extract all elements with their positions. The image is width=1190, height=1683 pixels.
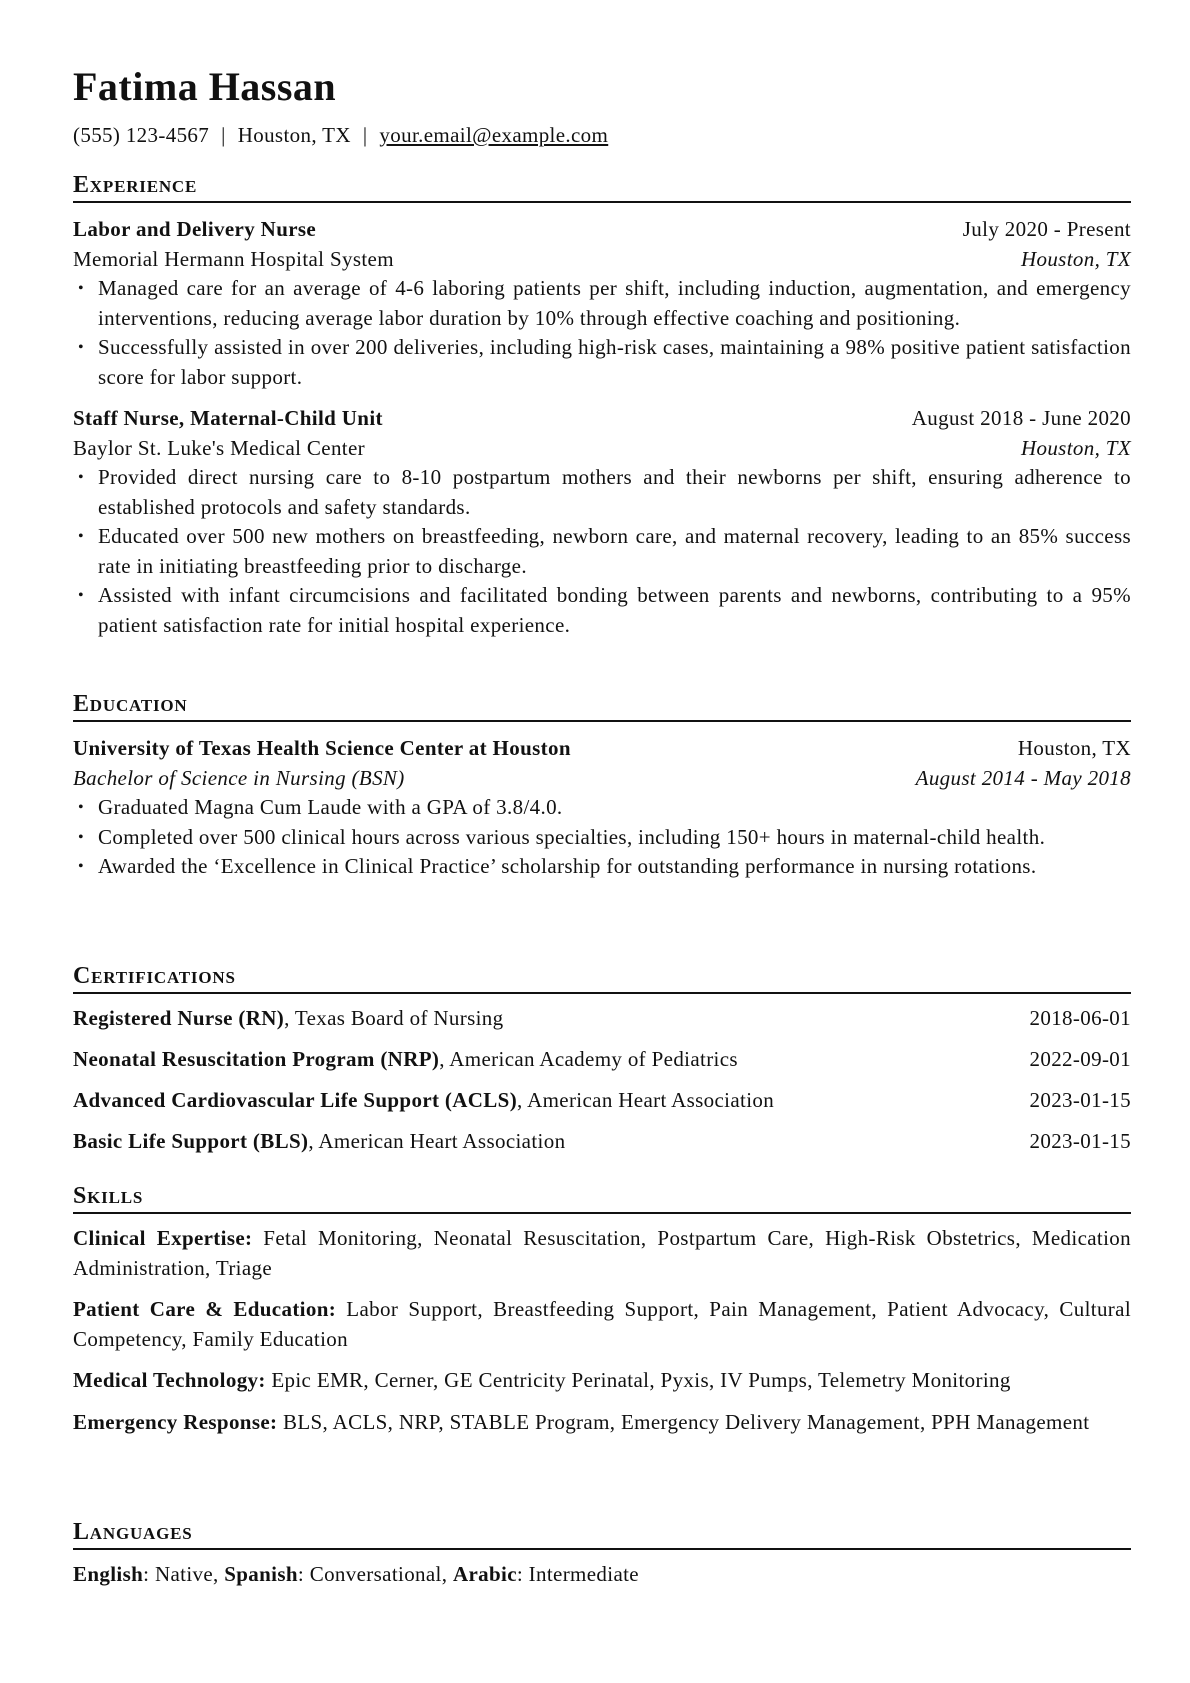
languages-section — [73, 1517, 1131, 1590]
bullet: • Completed over 500 clinical hours across various specialties, including 150+ hours in maternal-child health. — [98, 823, 1131, 853]
skill-label: Emergency Response: — [73, 1409, 278, 1434]
skill-values: Epic EMR, Cerner, GE Centricity Perinatal, Pyxis, IV Pumps, Telemetry Monitoring — [265, 1368, 1011, 1392]
section-heading: Certifications — [73, 961, 1131, 994]
skill-label: Medical Technology: — [73, 1368, 266, 1392]
cert-date: 2023-01-15 — [1029, 1088, 1131, 1112]
skill-group — [73, 1408, 1131, 1438]
bullet: • Successfully assisted in over 200 deliveries, including high-risk cases, maintaining a 98% positive patient satisfaction score for labor support. — [98, 333, 1131, 392]
separator: | — [221, 123, 226, 147]
contact-line — [73, 120, 1131, 150]
cert-date: 2022-09-01 — [1029, 1047, 1131, 1071]
email-link[interactable]: your.email@example.com — [379, 123, 609, 147]
bullet: • Managed care for an average of 4-6 laboring patients per shift, including induction, augmentation, and emergency interventions, reducing average labor duration by 10% through effective coaching and positioning. — [98, 274, 1131, 333]
cert-row — [73, 1086, 1131, 1116]
cert-issuer: , American Heart Association — [308, 1129, 566, 1153]
company: Baylor St. Luke's Medical Center — [73, 435, 366, 460]
skill-values: BLS, ACLS, NRP, STABLE Program, Emergency Delivery Management, PPH Management — [277, 1409, 1090, 1434]
degree: Bachelor of Science in Nursing (BSN) — [73, 765, 405, 790]
experience-section — [73, 170, 1131, 652]
language-level: : Intermediate — [516, 1562, 639, 1586]
candidate-name: Fatima Hassan — [73, 64, 337, 109]
job-dates: August 2018 - June 2020 — [911, 406, 1131, 430]
job-dates: July 2020 - Present — [962, 217, 1131, 241]
bullet: • Provided direct nursing care to 8-10 postpartum mothers and their newborns per shift, ensuring adherence to established protocols and safety standards. — [98, 463, 1131, 522]
section-heading: Education — [73, 689, 1131, 722]
languages-line — [73, 1560, 1131, 1590]
education-dates: August 2014 - May 2018 — [915, 765, 1131, 790]
language-name: Arabic — [452, 1562, 517, 1586]
cert-name: Neonatal Resuscitation Program (NRP) — [73, 1047, 440, 1071]
cert-issuer: , American Heart Association — [517, 1088, 775, 1112]
bullet: • Graduated Magna Cum Laude with a GPA of 3.8/4.0. — [98, 793, 1131, 823]
language-level: : Native, — [143, 1562, 225, 1586]
job-location: Houston, TX — [1020, 246, 1131, 271]
cert-date: 2018-06-01 — [1029, 1006, 1131, 1030]
language-name: Spanish — [224, 1562, 298, 1586]
cert-name: Advanced Cardiovascular Life Support (ACLS) — [73, 1088, 518, 1112]
skill-group — [73, 1224, 1131, 1283]
skill-label: Patient Care & Education: — [73, 1297, 337, 1321]
cert-row — [73, 1004, 1131, 1034]
job-title: Labor and Delivery Nurse — [73, 217, 317, 241]
section-heading: Experience — [73, 170, 1131, 203]
skill-values: Fetal Monitoring, Neonatal Resuscitation, Postpartum Care, High-Risk Obstetrics, Medication Administration, Triage — [73, 1226, 1131, 1280]
cert-row — [73, 1045, 1131, 1075]
language-level: : Conversational, — [297, 1562, 453, 1586]
job-location: Houston, TX — [1020, 435, 1131, 460]
bullet: • Awarded the ‘Excellence in Clinical Practice’ scholarship for outstanding performance in nursing rotations. — [98, 852, 1131, 882]
skill-group — [73, 1295, 1131, 1354]
skills-section — [73, 1181, 1131, 1449]
job-entry — [73, 404, 1131, 640]
bullet: • Assisted with infant circumcisions and facilitated bonding between parents and newborns, contributing to a 95% patient satisfaction rate for initial hospital experience. — [98, 581, 1131, 640]
cert-name: Registered Nurse (RN) — [73, 1006, 285, 1030]
school-location: Houston, TX — [1017, 736, 1131, 760]
phone: (555) 123-4567 — [73, 123, 210, 147]
company: Memorial Hermann Hospital System — [73, 246, 394, 271]
job-title: Staff Nurse, Maternal-Child Unit — [73, 406, 383, 430]
section-heading: Languages — [73, 1517, 1131, 1550]
language-name: English — [73, 1562, 144, 1586]
section-heading: Skills — [73, 1181, 1131, 1214]
location: Houston, TX — [237, 123, 351, 147]
job-entry — [73, 215, 1131, 392]
separator: | — [362, 123, 368, 147]
skill-label: Clinical Expertise: — [73, 1226, 253, 1250]
education-section — [73, 689, 1131, 882]
cert-issuer: , Texas Board of Nursing — [284, 1006, 504, 1030]
cert-row — [73, 1127, 1131, 1157]
skill-values: Labor Support, Breastfeeding Support, Pain Management, Patient Advocacy, Cultural Competency, Family Education — [73, 1297, 1132, 1351]
bullet: • Educated over 500 new mothers on breastfeeding, newborn care, and maternal recovery, leading to an 85% success rate in initiating breastfeeding prior to discharge. — [98, 522, 1131, 581]
cert-name: Basic Life Support (BLS) — [73, 1129, 309, 1153]
cert-date: 2023-01-15 — [1029, 1129, 1131, 1153]
school: University of Texas Health Science Center at Houston — [73, 736, 571, 760]
certifications-section — [73, 961, 1131, 1168]
cert-issuer: , American Academy of Pediatrics — [439, 1047, 738, 1071]
skill-group — [73, 1366, 1131, 1396]
